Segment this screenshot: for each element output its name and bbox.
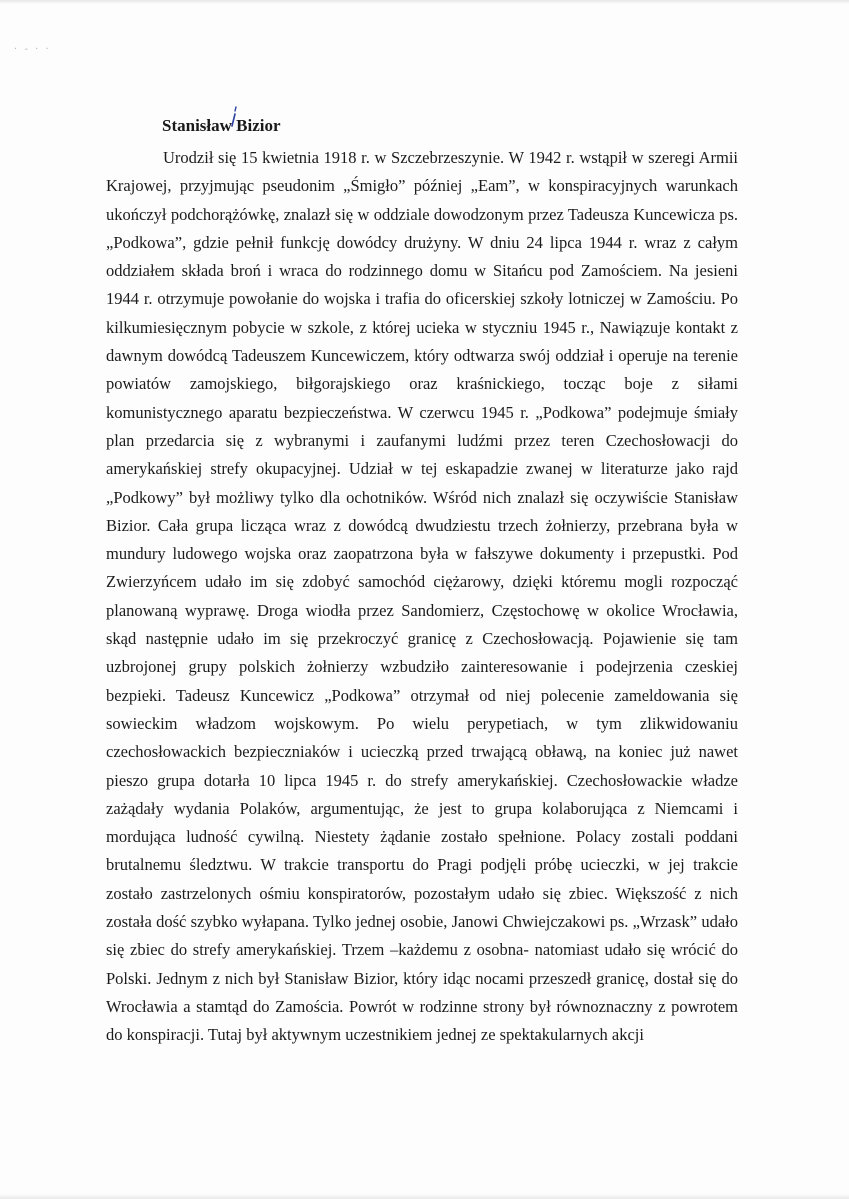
body-paragraph: Urodził się 15 kwietnia 1918 r. w Szczebrzeszynie. W 1942 r. wstąpił w szeregi Armii Krajowej, przyjmując pseudonim „Śmigło” później „Eam”, w konspiracyjnych warunkach ukończył podchorążówkę, znalazł się w oddziale dowodzonym przez Tadeusza Kuncewicza ps. „Podkowa”, gdzie pełnił funkcję dowódcy drużyny. W dniu 24 lipca 1944 r. wraz z całym oddziałem składa broń i wraca do rodzinnego domu w Sitańcu pod Zamościem. Na jesieni 1944 r. otrzymuje powołanie do wojska i trafia do oficerskiej szkoły lotniczej w Zamościu. Po kilkumiesięcznym pobycie w szkole, z której ucieka w styczniu 1945 r., Nawiązuje kontakt z dawnym dowódcą Tadeuszem Kuncewiczem, który odtwarza swój oddział i operuje na terenie powiatów zamojskiego, biłgorajskiego oraz kraśnickiego, tocząc boje z siłami komunistycznego aparatu bezpieczeństwa. W czerwcu 1945 r. „Podkowa” podejmuje śmiały plan przedarcia się z wybranymi i zaufanymi ludźmi przez teren Czechosłowacji do amerykańskiej strefy okupacyjnej. Udział w tej eskapadzie zwanej w literaturze jako rajd „Podkowy” był możliwy tylko dla ochotników. Wśród nich znalazł się oczywiście Stanisław Bizior. Cała grupa licząca wraz z dowódcą dwudziestu trzech żołnierzy, przebrana była w mundury ludowego wojska oraz zaopatrzona była w fałszywe dokumenty i przepustki. Pod Zwierzyńcem udało im się zdobyć samochód ciężarowy, dzięki któremu mogli rozpocząć planowaną wyprawę. Droga wiodła przez Sandomierz, Częstochowę w okolice Wrocławia, skąd następnie udało im się przekroczyć granicę z Czechosłowacją. Pojawienie się tam uzbrojonej grupy polskich żołnierzy wzbudziło zainteresowanie i podejrzenia czeskiej bezpieki. Tadeusz Kuncewicz „Podkowa” otrzymał od niej polecenie zameldowania się sowieckim władzom wojskowym. Po wielu perypetiach, w tym zlikwidowaniu czechosłowackich bezpieczniaków i ucieczką przed trwającą obławą, na koniec już nawet pieszo grupa dotarła 10 lipca 1945 r. do strefy amerykańskiej. Czechosłowackie władze zażądały wydania Polaków, argumentując, że jest to grupa kolaborująca z Niemcami i mordująca ludność cywilną. Niestety żądanie zostało spełnione. Polacy zostali poddani brutalnemu śledztwu. W trakcie transportu do Pragi podjęli próbę ucieczki, w jej trakcie zostało zastrzelonych ośmiu konspiratorów, pozostałym udało się zbiec. Większość z nich została dość szybko wyłapana. Tylko jednej osobie, Janowi Chwiejczakowi ps. „Wrzask” udało się zbiec do strefy amerykańskiej. Trzem –każdemu z osobna- natomiast udało się wrócić do Polski. Jednym z nich był Stanisław Bizior, który idąc nocami przeszedł granicę, dostał się do Wrocławia a stamtąd do Zamościa. Powrót w rodzinne strony był równoznaczny z powrotem do konspiracji. Tutaj był aktywnym uczestnikiem jednej ze spektakularnych akcji	[106, 148, 738, 1045]
scan-edge-top	[0, 0, 849, 4]
page-title: Stanisław Bizior	[162, 116, 281, 135]
scan-mark: · - · ·	[14, 44, 51, 55]
pen-annotation-icon	[228, 106, 242, 128]
scan-edge-bottom	[0, 1194, 849, 1199]
